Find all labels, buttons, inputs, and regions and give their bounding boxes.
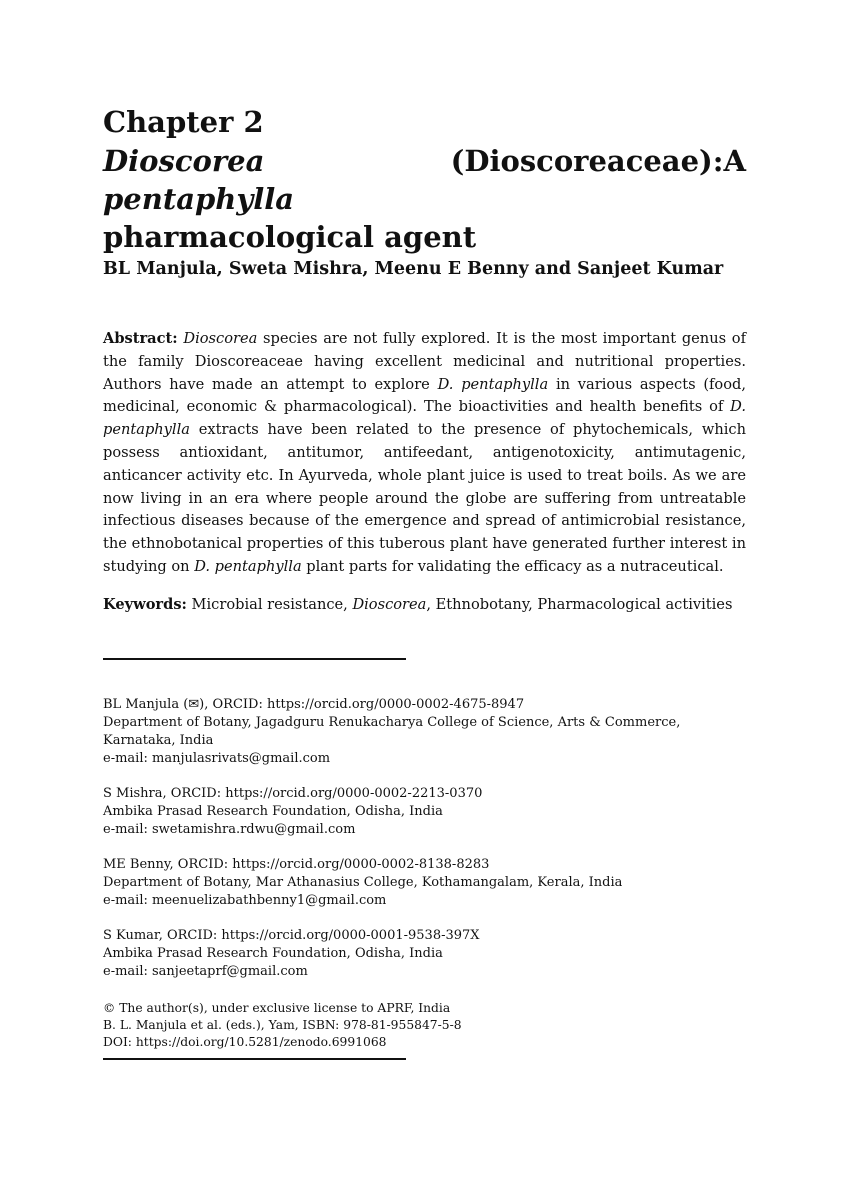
abstract-text-3: extracts have been related to the presence of phytochemicals, which possess antioxidant, antitumor, antifeedant, antigenotoxicity, antimutagenic, anticancer activity etc. In Ayurveda, whole plant juice is used to treat boils. As we are now living in an era where people around the globe are suffering from untreatable infectious diseases because of the emergence and spread of antimicrobial resistance, the ethnobotanical properties of this tuberous plant have generated further interest in studying on bbox=[103, 421, 746, 575]
title-line-1 bbox=[103, 142, 746, 218]
affiliation-benny bbox=[103, 856, 746, 910]
affiliation-dept-line: Ambika Prasad Research Foundation, Odisha, India bbox=[103, 946, 443, 961]
abstract-species-1: D. pentaphylla bbox=[437, 375, 549, 393]
abstract bbox=[103, 328, 746, 579]
chapter-number: Chapter 2 bbox=[103, 105, 264, 139]
keywords-text-1: Microbial resistance, bbox=[186, 596, 353, 613]
affiliation-orcid-line: ME Benny, ORCID: https://orcid.org/0000-0002-8138-8283 bbox=[103, 857, 490, 872]
affiliation-orcid-line: BL Manjula (✉), ORCID: https://orcid.org/0000-0002-4675-8947 bbox=[103, 697, 525, 712]
title-species: Dioscorea pentaphylla bbox=[103, 144, 295, 216]
affiliation-dept-line: Department of Botany, Mar Athanasius College, Kothamangalam, Kerala, India bbox=[103, 875, 623, 890]
keywords-label: Keywords: bbox=[103, 596, 187, 613]
isbn-line: B. L. Manjula et al. (eds.), Yam, ISBN: 978-81-955847-5-8 bbox=[103, 1018, 462, 1032]
title-family: (Dioscoreaceae): bbox=[450, 144, 724, 178]
abstract-genus: Dioscorea bbox=[183, 330, 258, 347]
copyright-line: © The author(s), under exclusive license to APRF, India bbox=[103, 1001, 451, 1015]
keywords-text-2: , Ethnobotany, Pharmacological activities bbox=[426, 596, 733, 613]
keywords bbox=[103, 594, 746, 616]
affiliation-email-line: e-mail: meenuelizabathbenny1@gmail.com bbox=[103, 893, 387, 908]
affiliation-email-line: e-mail: swetamishra.rdwu@gmail.com bbox=[103, 822, 356, 837]
author-list: BL Manjula, Sweta Mishra, Meenu E Benny and Sanjeet Kumar bbox=[103, 259, 724, 279]
affiliation-orcid-line: S Kumar, ORCID: https://orcid.org/0000-0001-9538-397X bbox=[103, 928, 480, 943]
affiliation-manjula bbox=[103, 696, 746, 768]
affiliation-kumar bbox=[103, 927, 746, 981]
keywords-genus: Dioscorea bbox=[352, 596, 427, 613]
abstract-species-2: D. pentaphylla bbox=[103, 398, 746, 439]
affiliation-location-line: Karnataka, India bbox=[103, 733, 214, 748]
affiliation-email-line: e-mail: manjulasrivats@gmail.com bbox=[103, 751, 331, 766]
affiliation-email-line: e-mail: sanjeetaprf@gmail.com bbox=[103, 964, 308, 979]
affiliation-orcid-line: S Mishra, ORCID: https://orcid.org/0000-0002-2213-0370 bbox=[103, 786, 483, 801]
abstract-label: Abstract: bbox=[103, 330, 178, 347]
footnote-divider-bottom bbox=[103, 1058, 406, 1060]
doi-line: DOI: https://doi.org/10.5281/zenodo.6991068 bbox=[103, 1035, 387, 1049]
affiliation-mishra bbox=[103, 785, 746, 839]
abstract-text-4: plant parts for validating the efficacy as a nutraceutical. bbox=[301, 557, 724, 575]
title-line-2: pharmacological agent bbox=[103, 220, 477, 254]
affiliation-dept-line: Department of Botany, Jagadguru Renukacharya College of Science, Arts & Commerce, bbox=[103, 715, 681, 730]
affiliation-dept-line: Ambika Prasad Research Foundation, Odisha, India bbox=[103, 804, 443, 819]
abstract-text-2: in various aspects (food, medicinal, economic & pharmacological). The bioactivities and health benefits of bbox=[103, 375, 746, 416]
title-article: A bbox=[723, 144, 746, 178]
abstract-text-1: species are not fully explored. It is the most important genus of the family Dioscoreaceae having excellent medicinal and nutritional properties. Authors have made an attempt to explore bbox=[103, 330, 746, 393]
chapter-title bbox=[103, 142, 746, 256]
copyright-notice bbox=[103, 1000, 746, 1051]
abstract-species-3: D. pentaphylla bbox=[194, 557, 302, 575]
footnote-divider-top bbox=[103, 658, 406, 660]
